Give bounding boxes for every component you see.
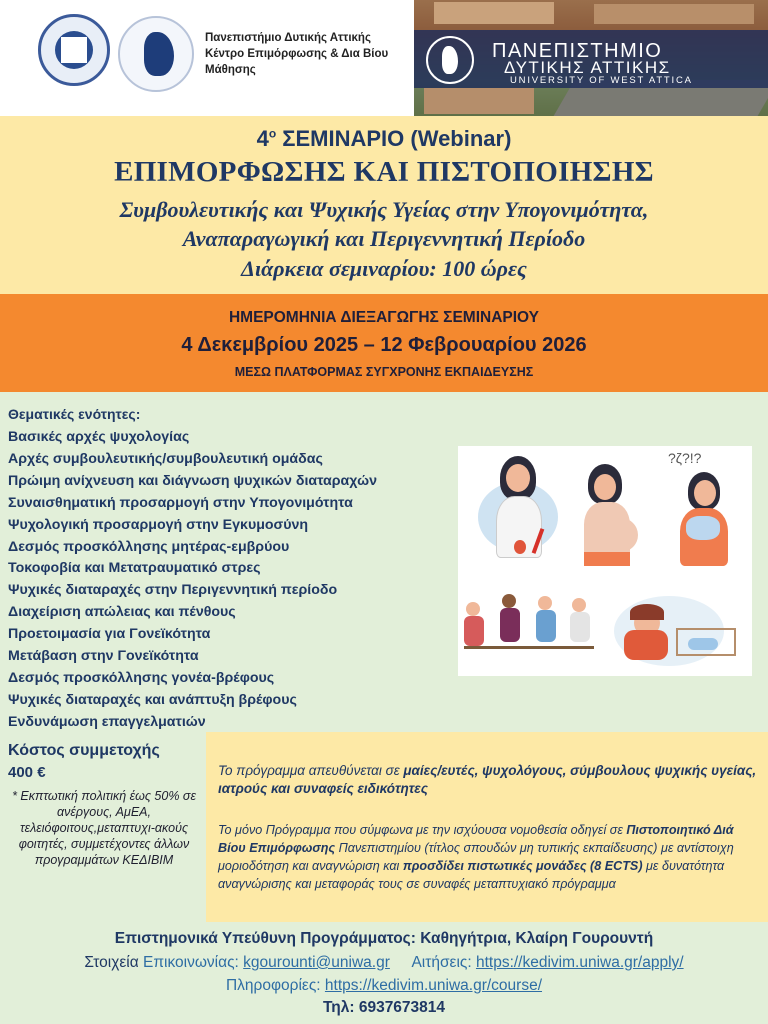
ordinal-number: 4: [256, 126, 269, 151]
audience-targets: μαίες/ευτές, ψυχολόγους, σύμβουλους ψυχικής υγείας, ιατρούς και συναφείς ειδικότητες: [218, 763, 757, 796]
info-label: Πληροφορίες:: [225, 977, 325, 994]
duration: Διάρκεια σεμιναρίου: 100 ώρες: [241, 256, 527, 281]
contact-row: [0, 954, 768, 972]
campus-banner-photo: [414, 0, 768, 116]
info-row: [0, 977, 768, 995]
topic-item: Διαχείριση απώλειας και πένθους: [8, 604, 236, 621]
topic-item: Συναισθηματική προσαρμογή στην Υπογονιμότητα: [8, 494, 353, 511]
banner-title-1: ΠΑΝΕΠΙΣΤΗΜΙΟ: [492, 40, 663, 62]
topic-item: Πρώιμη ανίχνευση και διάγνωση ψυχικών διαταραχών: [8, 472, 378, 489]
contact-section: [0, 922, 768, 1024]
topics-list: [8, 427, 377, 734]
phone: Τηλ: 6937673814: [322, 999, 446, 1016]
pregnant-woman-illustration-icon: [570, 464, 650, 564]
topic-item: Ψυχολογική προσαρμογή στην Εγκυμοσύνη: [8, 516, 309, 533]
uniwa-seal-logo: [118, 16, 194, 92]
audience-text: [218, 762, 758, 798]
topic-item: Ενδυνάμωση επαγγελματιών: [8, 713, 206, 730]
main-title: ΕΠΙΜΟΡΦΩΣΗΣ ΚΑΙ ΠΙΣΤΟΠΟΙΗΣΗΣ: [114, 156, 654, 188]
audience-section: [206, 732, 768, 922]
ordinal-suffix: ο: [268, 126, 277, 141]
applications-label: Αιτήσεις:: [411, 954, 476, 971]
cost-label: Κόστος συμμετοχής: [8, 742, 160, 759]
institution-line2: Κέντρο Επιμόρφωσης & Δια Βίου Μάθησης: [205, 48, 389, 76]
subtitle-line2: Αναπαραγωγική και Περιγεννητική Περίοδο: [182, 226, 586, 251]
certification-text: [218, 821, 758, 893]
institution-line1: Πανεπιστήμιο Δυτικής Αττικής: [205, 32, 371, 44]
applications-link[interactable]: https://kedivim.uniwa.gr/apply/: [475, 954, 684, 971]
cert-text-a: Το μόνο Πρόγραμμα που σύμφωνα με την ισχύουσα νομοθεσία οδηγεί σε: [218, 823, 627, 837]
mother-with-baby-illustration-icon: [658, 450, 748, 570]
topic-item: Μετάβαση στην Γονεϊκότητα: [8, 648, 199, 665]
topic-item: Ψυχικές διαταραχές και ανάπτυξη βρέφους: [8, 691, 297, 708]
cert-text-b: Πιστοποιητικό Διά Βίου Επιμόρφωσης: [218, 823, 734, 855]
dates-range: 4 Δεκεμβρίου 2025 – 12 Φεβρουαρίου 2026: [181, 334, 587, 356]
topic-item: Βασικές αρχές ψυχολογίας: [8, 429, 190, 445]
email-link[interactable]: kgourounti@uniwa.gr: [243, 954, 390, 971]
topics-heading: Θεματικές ενότητες:: [8, 406, 141, 422]
topic-item: Ψυχικές διαταραχές στην Περιγεννητική περίοδο: [8, 582, 338, 599]
topic-item: Δεσμός προσκόλλησης γονέα-βρέφους: [8, 669, 275, 686]
stressed-mother-illustration-icon: [614, 590, 748, 670]
cert-text-d: προσδίδει πιστωτικές μονάδες (8 ECTS): [402, 859, 643, 873]
seminar-heading: [0, 126, 768, 152]
contact-label-b: Επικοινωνίας:: [138, 954, 244, 971]
question-marks-icon: ?ζ?!?: [668, 450, 702, 466]
dates-platform: ΜΕΣΩ ΠΛΑΤΦΟΡΜΑΣ ΣΥΓΧΡΟΝΗΣ ΕΚΠΑΙΔΕΥΣΗΣ: [234, 365, 534, 379]
audience-intro: Το πρόγραμμα απευθύνεται σε: [218, 763, 404, 778]
topic-item: Αρχές συμβουλευτικής/συμβουλευτική ομάδας: [8, 450, 323, 467]
topic-item: Προετοιμασία για Γονεϊκότητα: [8, 626, 211, 643]
header: [0, 0, 768, 116]
woman-illustration-icon: [478, 452, 558, 562]
illustration-panel: [458, 446, 752, 676]
info-link[interactable]: https://kedivim.uniwa.gr/course/: [324, 977, 543, 994]
uniwa-white-logo-icon: [426, 36, 474, 84]
banner-title-3: UNIVERSITY OF WEST ATTICA: [510, 75, 693, 86]
contact-label-a: Στοιχεία: [84, 954, 139, 971]
discount-note: * Εκπτωτική πολιτική έως 50% σε ανέργους, ΑμΕΑ, τελειόφοιτους,μεταπτυχι-ακούς φοιτητές, συμμετέχοντες άλλων προγραμμάτων ΚΕΔΙΒΙΜ: [12, 789, 196, 867]
scientific-supervisor: Επιστημονικά Υπεύθυνη Προγράμματος: Καθηγήτρια, Κλαίρη Γουρουντή: [114, 930, 654, 947]
cert-text-c: Πανεπιστημίου (τίτλος σπουδών μη τυπικής εκπαίδευσης) με αντίστοιχη μοριοδότηση και αναγνώριση και: [218, 841, 734, 873]
kedivim-logo: [38, 14, 110, 86]
cost-section: [0, 732, 206, 922]
cert-text-e: με δυνατότητα αναγνώρισης και μεταφοράς τους σε συναφές μεταπτυχιακό πρόγραμμα: [218, 859, 725, 891]
title-section: [0, 116, 768, 294]
dates-heading: ΗΜΕΡΟΜΗΝΙΑ ΔΙΕΞΑΓΩΓΗΣ ΣΕΜΙΝΑΡΙΟΥ: [228, 309, 540, 326]
seminar-label: ΣΕΜΙΝΑΡΙΟ (Webinar): [282, 126, 512, 151]
topic-item: Δεσμός προσκόλλησης μητέρας-εμβρύου: [8, 538, 290, 555]
topic-item: Τοκοφοβία και Μετατραυματικό στρες: [8, 560, 261, 577]
cost-amount: 400 €: [8, 764, 46, 781]
banner-title-2: ΔΥΤΙΚΗΣ ΑΤΤΙΚΗΣ: [504, 58, 671, 77]
group-counseling-illustration-icon: [464, 586, 604, 666]
subtitle: [0, 195, 768, 253]
subtitle-line1: Συμβουλευτικής και Ψυχικής Υγείας στην Υπογονιμότητα,: [119, 197, 649, 222]
institution-name: [205, 30, 405, 78]
dates-section: [0, 294, 768, 392]
